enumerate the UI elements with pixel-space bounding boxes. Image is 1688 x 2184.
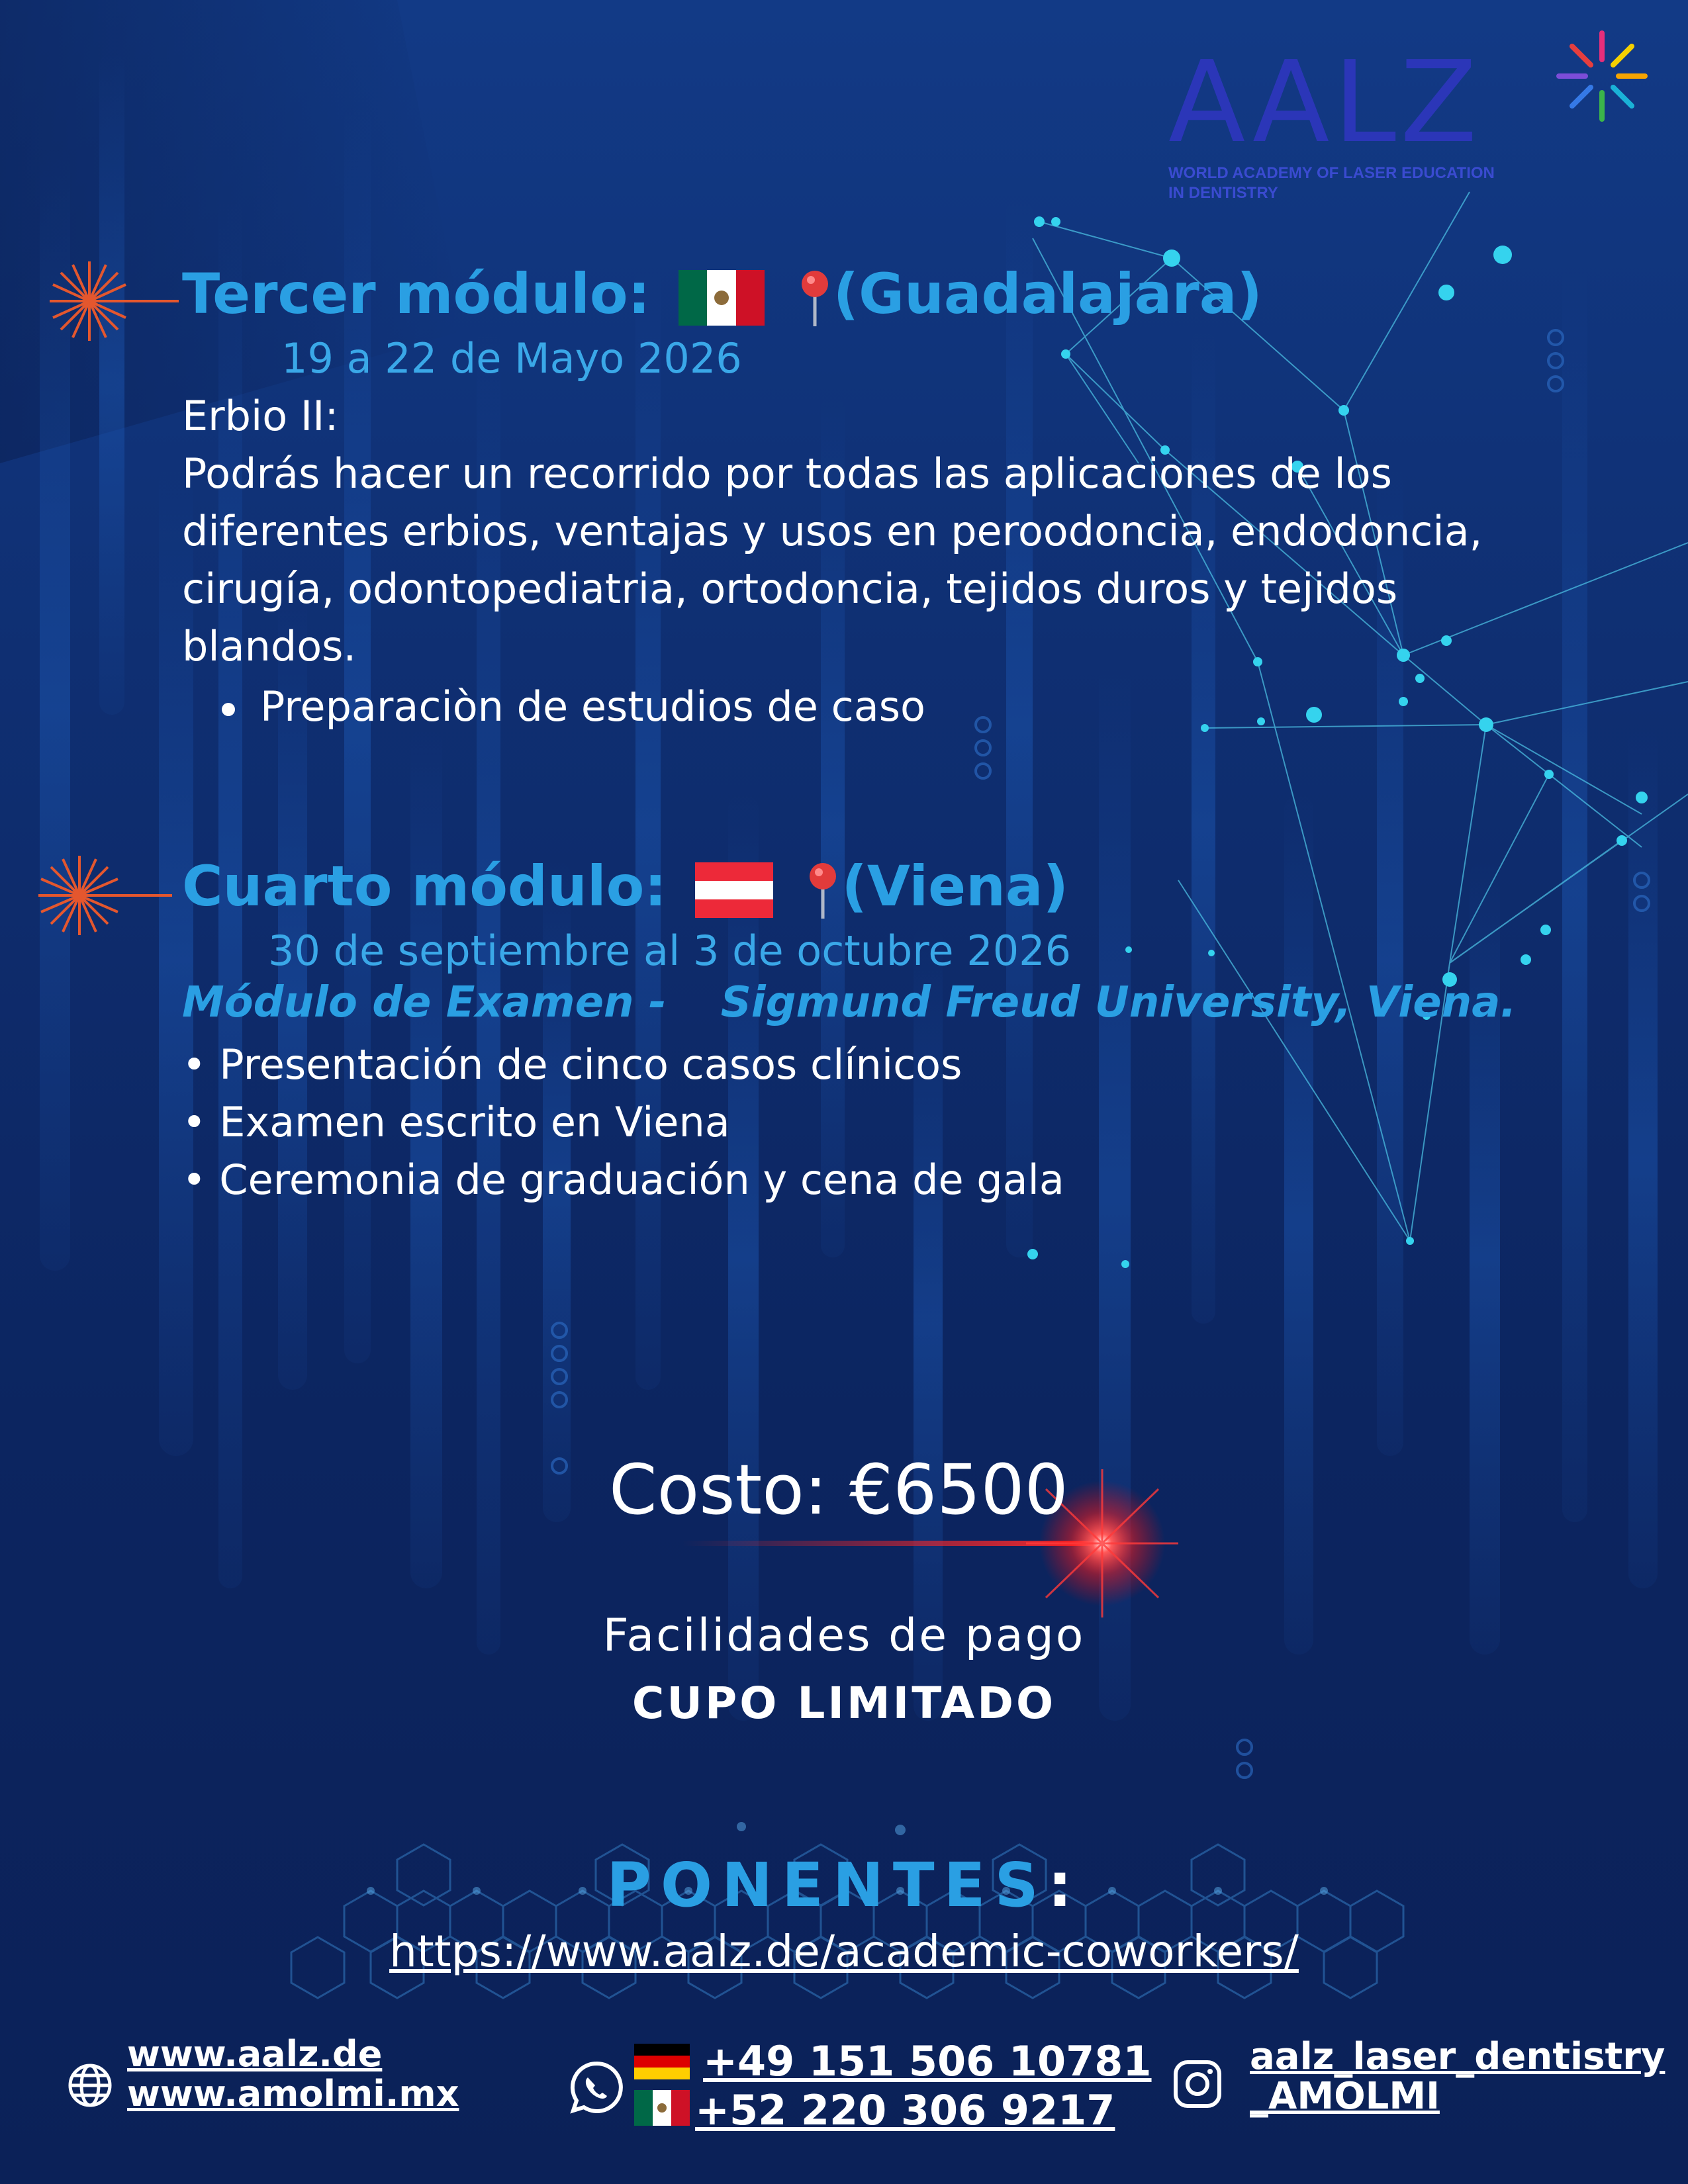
logo-tagline-line1: WORLD ACADEMY OF LASER EDUCATION <box>1168 164 1495 182</box>
phone-germany-link[interactable]: +49 151 506 10781 <box>703 2037 1152 2085</box>
instagram-amolmi-link[interactable]: _AMOLMI <box>1250 2075 1440 2118</box>
globe-icon <box>66 2062 114 2109</box>
instagram-icon <box>1172 2058 1223 2110</box>
module3-title-prefix: Tercer módulo: <box>182 261 651 326</box>
mexico-flag-icon <box>679 270 765 326</box>
logo-wordmark: AALZ <box>1168 37 1481 168</box>
whatsapp-icon <box>568 2060 625 2116</box>
instagram-aalz-link[interactable]: aalz_laser_dentistry <box>1250 2035 1665 2078</box>
sparkle-icon <box>1552 26 1652 126</box>
austria-flag-icon <box>695 862 773 918</box>
website-amolmi-link[interactable]: www.amolmi.mx <box>127 2073 459 2115</box>
mexico-flag-icon <box>634 2090 690 2126</box>
module4-city: (Viena) <box>841 854 1068 919</box>
limited-seats: CUPO LIMITADO <box>632 1678 1056 1729</box>
payment-facilities: Facilidades de pago <box>602 1610 1086 1662</box>
speakers-heading <box>0 1850 1688 1921</box>
module4-exam-label: Módulo de Examen - <box>182 978 667 1027</box>
website-aalz-link[interactable]: www.aalz.de <box>127 2033 383 2075</box>
pin-icon <box>804 860 841 920</box>
laser-sparkle-icon <box>46 255 179 347</box>
module4-bullet-3: • Ceremonia de graduación y cena de gala <box>182 1156 1064 1204</box>
module3-bullet <box>222 678 925 735</box>
module3-city: (Guadalajara) <box>833 261 1262 326</box>
module3-description: Podrás hacer un recorrido por todas las aplicaciones de los diferentes erbios, ventajas y usos en peroodoncia, endodoncia, cirugía, odontopediatria, ortodoncia, tejidos duros y tejidos blandos. <box>182 449 1483 670</box>
bullet-dot <box>222 703 235 716</box>
module4-bullet-1: • Presentación de cinco casos clínicos <box>182 1040 962 1089</box>
module3-subtitle: Erbio II: <box>182 392 339 440</box>
speakers-link[interactable]: https://www.aalz.de/academic-coworkers/ <box>389 1926 1299 1977</box>
aalz-logo <box>1168 37 1658 212</box>
germany-flag-icon <box>634 2044 690 2079</box>
module3-title <box>182 261 1262 328</box>
speakers-colon: : <box>1047 1850 1082 1921</box>
cost-label: Costo: €6500 <box>609 1449 1068 1530</box>
module4-bullet-2: • Examen escrito en Viena <box>182 1098 730 1146</box>
speakers-title: PONENTES <box>606 1850 1048 1921</box>
phone-mexico-link[interactable]: +52 220 306 9217 <box>695 2086 1115 2134</box>
pin-icon <box>796 268 833 328</box>
module4-exam-place: Sigmund Freud University, Viena. <box>720 978 1517 1027</box>
module4-date: 30 de septiembre al 3 de octubre 2026 <box>268 927 1072 975</box>
logo-tagline-line2: IN DENTISTRY <box>1168 184 1278 202</box>
module4-title <box>182 854 1068 920</box>
module4-title-prefix: Cuarto módulo: <box>182 854 667 919</box>
laser-sparkle-icon <box>33 849 172 942</box>
module4-exam-line <box>182 978 1517 1027</box>
module3-date: 19 a 22 de Mayo 2026 <box>281 334 742 383</box>
module3-bullet-text: Preparaciòn de estudios de caso <box>260 682 925 731</box>
